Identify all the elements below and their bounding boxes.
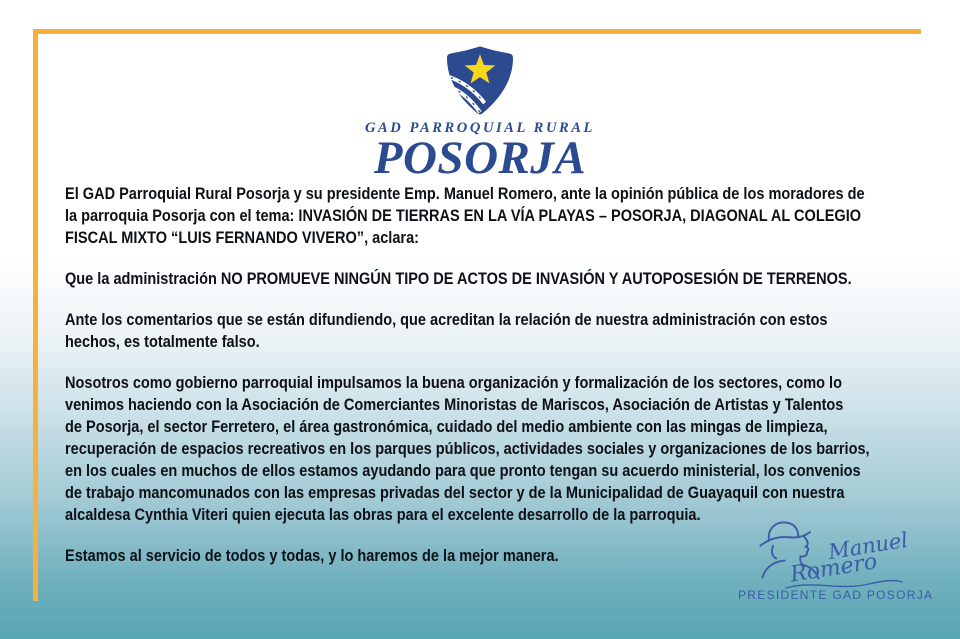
text-line: recuperación de espacios recreativos en los parques públicos, actividades sociales y organizaciones de los barrios,: [65, 439, 870, 458]
logo: [0, 44, 960, 184]
text-line: venimos haciendo con la Asociación de Comerciantes Minoristas de Mariscos, Asociación de Artistas y Talentos: [65, 395, 844, 414]
paragraph-intro: [65, 183, 917, 249]
text-line: alcaldesa Cynthia Viteri quien ejecuta las obras para el excelente desarrollo de la parroquia.: [65, 505, 701, 524]
signature-last-name: Romero: [788, 549, 879, 588]
paragraph-rumors: [65, 309, 917, 353]
text-line: Estamos al servicio de todos y todas, y lo haremos de la mejor manera.: [65, 546, 559, 565]
signature-first-name: Manuel: [826, 527, 910, 565]
text-line: El GAD Parroquial Rural Posorja y su presidente Emp. Manuel Romero, ante la opinión pública de los moradores de: [65, 184, 865, 203]
text-line: Que la administración NO PROMUEVE NINGÚN TIPO DE ACTOS DE INVASIÓN Y AUTOPOSESIÓN DE TERRENOS.: [65, 269, 852, 288]
text-line: la parroquia Posorja con el tema: INVASIÓN DE TIERRAS EN LA VÍA PLAYAS – POSORJA, DIAGONAL AL COLEGIO: [65, 206, 862, 225]
paragraph-declaration: [65, 268, 917, 290]
logo-name-text: POSORJA: [373, 132, 587, 184]
paragraph-actions: [65, 372, 917, 526]
signature-title: PRESIDENTE GAD POSORJA: [738, 588, 934, 602]
text-line: de trabajo mancomunados con las empresas privadas del sector y de la Municipalidad de Guayaquil con nuestra: [65, 483, 845, 502]
text-line: Ante los comentarios que se están difundiendo, que acreditan la relación de nuestra administración con estos: [65, 310, 828, 329]
text-line: en los cuales en muchos de ellos estamos ayudando para que pronto tengan su acuerdo ministerial, los convenios: [65, 461, 861, 480]
frame-top-line: [33, 29, 921, 34]
text-line: Nosotros como gobierno parroquial impulsamos la buena organización y formalización de los sectores, como lo: [65, 373, 842, 392]
signature-block: [738, 518, 934, 610]
text-line: FISCAL MIXTO “LUIS FERNANDO VIVERO”, aclara:: [65, 228, 420, 247]
text-line: hechos, es totalmente falso.: [65, 332, 260, 351]
posorja-shield-icon: [441, 44, 519, 117]
logo-org-text: GAD PARROQUIAL RURAL: [364, 120, 596, 136]
text-line: de Posorja, el sector Ferretero, el área gastronómica, cuidado del medio ambiente con las mingas de limpieza,: [65, 417, 828, 436]
